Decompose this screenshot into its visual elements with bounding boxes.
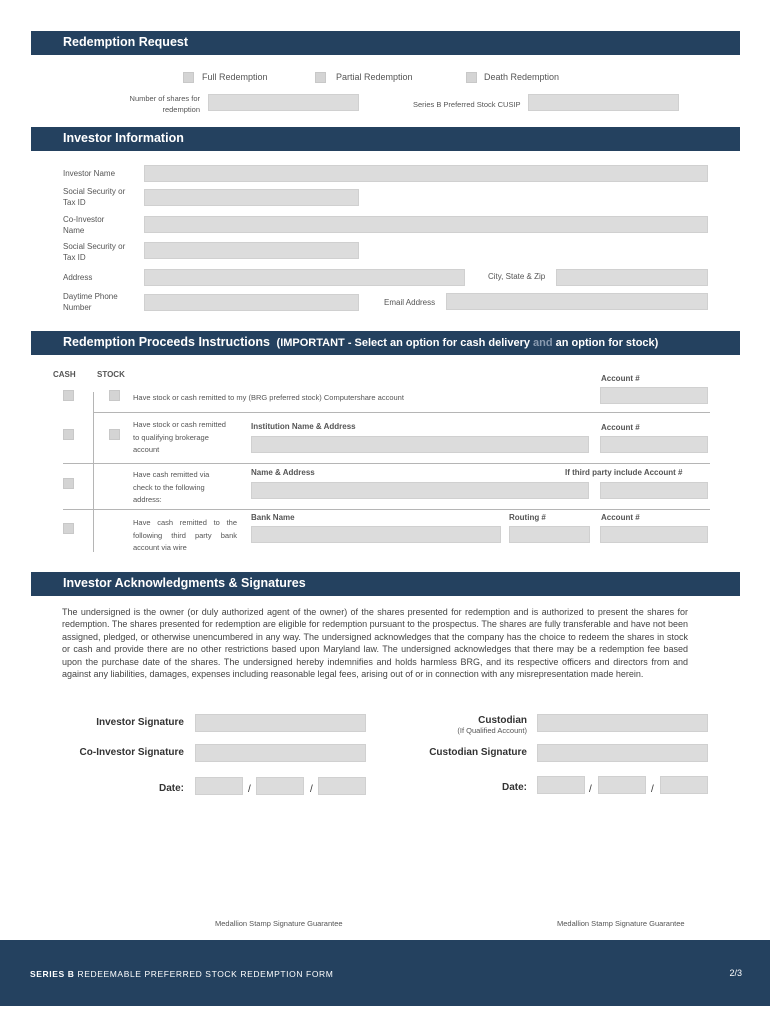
row-divider <box>63 509 710 510</box>
date-sep: / <box>651 784 654 795</box>
custodian-label: Custodian <box>478 715 527 726</box>
date-year-left[interactable] <box>318 777 366 795</box>
date-label-right: Date: <box>501 782 527 793</box>
investor-name-field[interactable] <box>144 165 708 182</box>
row3-text: Have cash remitted via check to the following address: <box>133 470 210 504</box>
date-sep: / <box>589 784 592 795</box>
institution-field[interactable] <box>251 436 589 453</box>
row1-text: Have stock or cash remitted to my (BRG preferred stock) Computershare account <box>133 393 404 402</box>
ssn-field-1[interactable] <box>144 189 359 206</box>
bank-name-label: Bank Name <box>251 513 295 522</box>
row-divider <box>93 412 710 413</box>
ssn-label-1: Social Security or Tax ID <box>63 187 126 207</box>
phone-label: Daytime Phone Number <box>63 292 118 312</box>
row-divider <box>63 463 710 464</box>
row2-stock-checkbox[interactable] <box>109 429 120 440</box>
investor-information-header <box>31 127 740 151</box>
section-title: Redemption Request <box>63 35 189 49</box>
shares-label: Number of shares for redemption <box>129 94 200 114</box>
death-redemption-label: Death Redemption <box>484 72 560 82</box>
row3-cash-checkbox[interactable] <box>63 478 74 489</box>
row2-account-field[interactable] <box>600 436 708 453</box>
email-label: Email Address <box>384 298 436 307</box>
institution-label: Institution Name & Address <box>251 422 356 431</box>
note-suffix: an option for stock) <box>552 337 659 349</box>
routing-label: Routing # <box>509 513 546 522</box>
row4-account-field[interactable] <box>600 526 708 543</box>
section-title: Investor Information <box>63 131 184 145</box>
ssn-field-2[interactable] <box>144 242 359 259</box>
custodian-signature-label: Custodian Signature <box>429 747 527 758</box>
note-prefix: (IMPORTANT - Select an option for cash delivery <box>276 337 534 349</box>
proceeds-header <box>31 331 740 355</box>
date-month-left[interactable] <box>195 777 243 795</box>
date-label-left: Date: <box>158 783 184 794</box>
section-title <box>63 335 658 349</box>
cash-column-header: CASH <box>53 370 76 379</box>
row1-account-label: Account # <box>601 374 640 383</box>
footer-form-title <box>30 969 333 979</box>
third-party-label: If third party include Account # <box>565 468 683 477</box>
row2-cash-checkbox[interactable] <box>63 429 74 440</box>
row2-account-label: Account # <box>601 423 640 432</box>
acknowledgment-paragraph: The undersigned is the owner (or duly authorized agent of the owner) of the shares presented for redemption and is authorized to present the shares for redemption. The shares presented for redemption are eligible for redemption pursuant to the prospectus. The shares are fully transferable and have not been assigned, pledged, or otherwise unencumbered in any way. The undersigned acknowledges that the company has the choice to redeem the shares in stock or cash and provide there are no other restrictions based upon Maryland law. The undersigned acknowledges that there may be a redemption fee based upon the purchase date of the shares. The undersigned hereby indemnifies and holds harmless BRG, and its respective officers and directors from and against any liabilities, damages, expenses including reasonable legal fees, arising out of or in connection with any misrepresentation made herein. <box>62 607 688 680</box>
address-label: Address <box>63 273 93 282</box>
ssn-label-2: Social Security or Tax ID <box>63 242 126 262</box>
co-investor-label: Co-Investor Name <box>63 215 105 235</box>
date-day-left[interactable] <box>256 777 304 795</box>
partial-redemption-checkbox[interactable] <box>315 72 326 83</box>
co-investor-signature-label: Co-Investor Signature <box>79 747 184 758</box>
name-address-label: Name & Address <box>251 468 315 477</box>
investor-signature-field[interactable] <box>195 714 366 732</box>
investor-signature-label: Investor Signature <box>96 717 184 728</box>
co-investor-signature-field[interactable] <box>195 744 366 762</box>
footer-title: REDEEMABLE PREFERRED STOCK REDEMPTION FORM <box>77 969 334 979</box>
date-month-right[interactable] <box>537 776 585 794</box>
row1-stock-checkbox[interactable] <box>109 390 120 401</box>
third-party-account-field[interactable] <box>600 482 708 499</box>
redemption-request-header <box>31 31 740 55</box>
row4-account-label: Account # <box>601 513 640 522</box>
footer-series: SERIES B <box>30 969 75 979</box>
page-number: 2/3 <box>729 968 742 978</box>
custodian-field[interactable] <box>537 714 708 732</box>
acknowledgments-header <box>31 572 740 596</box>
date-sep: / <box>310 784 313 795</box>
full-redemption-checkbox[interactable] <box>183 72 194 83</box>
row1-account-field[interactable] <box>600 387 708 404</box>
note-and: and <box>533 337 553 349</box>
city-state-zip-field[interactable] <box>556 269 708 286</box>
cusip-field[interactable] <box>528 94 679 111</box>
row4-cash-checkbox[interactable] <box>63 523 74 534</box>
column-divider <box>93 392 94 552</box>
routing-field[interactable] <box>509 526 590 543</box>
partial-redemption-label: Partial Redemption <box>336 72 413 82</box>
row1-cash-checkbox[interactable] <box>63 390 74 401</box>
custodian-signature-field[interactable] <box>537 744 708 762</box>
bank-name-field[interactable] <box>251 526 501 543</box>
proceeds-title: Redemption Proceeds Instructions <box>63 335 270 349</box>
medallion-label-left: Medallion Stamp Signature Guarantee <box>215 919 343 928</box>
phone-field[interactable] <box>144 294 359 311</box>
death-redemption-checkbox[interactable] <box>466 72 477 83</box>
shares-field[interactable] <box>208 94 359 111</box>
name-address-field[interactable] <box>251 482 589 499</box>
co-investor-field[interactable] <box>144 216 708 233</box>
city-state-zip-label: City, State & Zip <box>488 272 546 281</box>
date-year-right[interactable] <box>660 776 708 794</box>
page-footer <box>0 940 770 1006</box>
email-field[interactable] <box>446 293 708 310</box>
date-day-right[interactable] <box>598 776 646 794</box>
address-field[interactable] <box>144 269 465 286</box>
row4-text: Have cash remitted to the following third party bank account via wire <box>133 518 237 552</box>
cusip-label: Series B Preferred Stock CUSIP <box>413 100 521 109</box>
date-sep: / <box>248 784 251 795</box>
stock-column-header: STOCK <box>97 370 125 379</box>
proceeds-note <box>273 337 658 349</box>
full-redemption-label: Full Redemption <box>202 72 268 82</box>
medallion-label-right: Medallion Stamp Signature Guarantee <box>557 919 685 928</box>
custodian-note: (If Qualified Account) <box>457 726 527 735</box>
investor-name-label: Investor Name <box>63 169 116 178</box>
section-title: Investor Acknowledgments & Signatures <box>63 576 306 590</box>
row2-text: Have stock or cash remitted to qualifying brokerage account <box>133 420 226 454</box>
